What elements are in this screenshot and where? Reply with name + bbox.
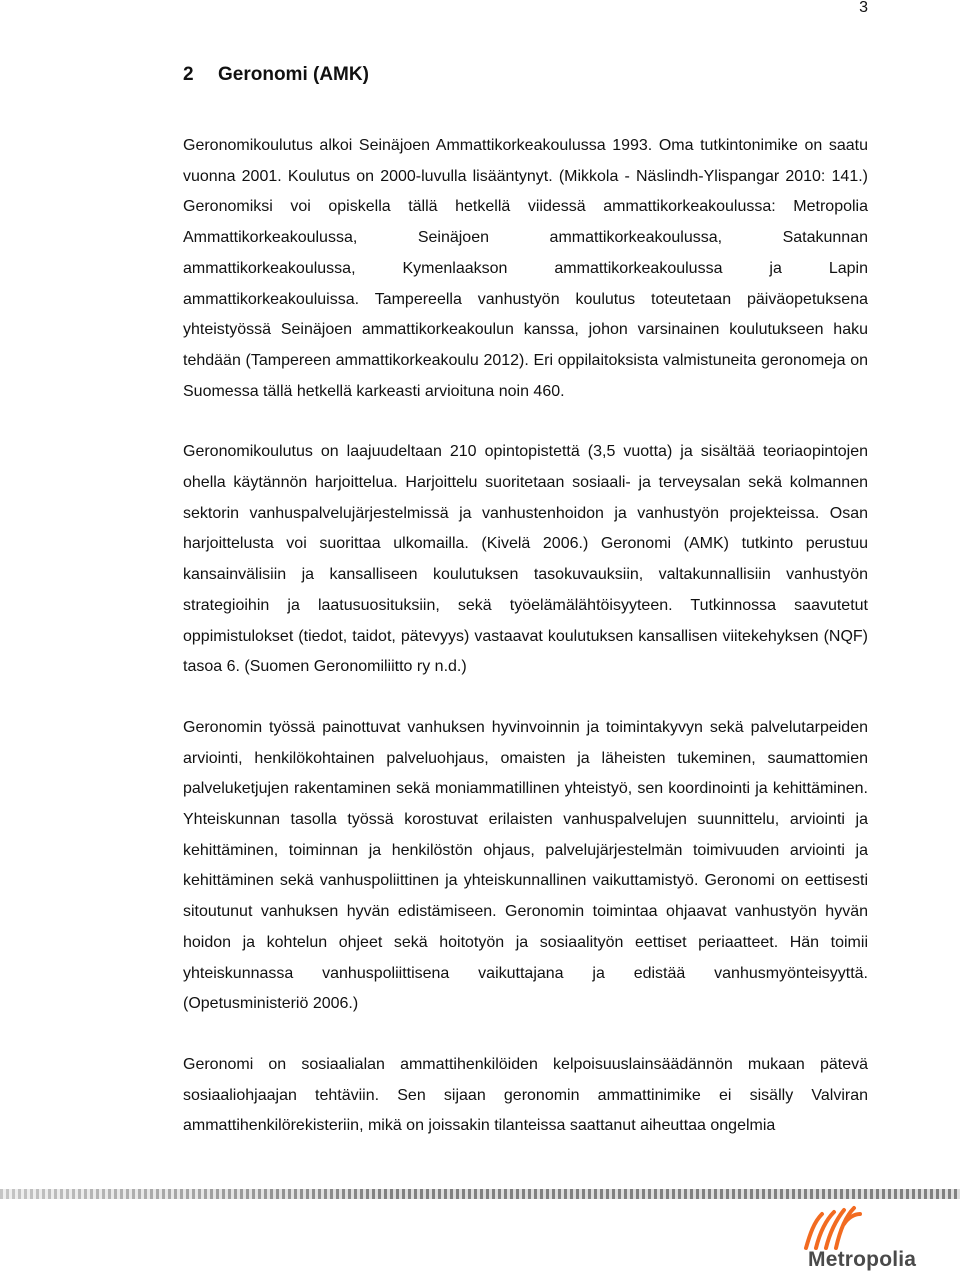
section-number: 2 bbox=[183, 64, 194, 85]
paragraph-4: Geronomi on sosiaalialan ammattihenkilöiden kelpoisuuslainsäädännön mukaan pätevä sosiaaliohjaajan tehtäviin. Sen sijaan geronomin ammattinimike ei sisälly Valviran ammattihenkilörekisteriin, mikä on joissakin tilanteissa saattanut aiheuttaa ongelmia bbox=[183, 1055, 868, 1135]
footer-divider bbox=[0, 1189, 960, 1199]
metropolia-logo bbox=[792, 1204, 922, 1274]
paragraph-1: Geronomikoulutus alkoi Seinäjoen Ammattikorkeakoulussa 1993. Oma tutkintonimike on saatu vuonna 2001. Koulutus on 2000-luvulla lisääntynyt. (Mikkola - Näslindh-Ylispangar 2010: 141.) Geronomiksi voi opiskella tällä hetkellä viidessä ammattikorkeakoulussa: Metropolia Ammattikorkeakoulussa, Seinäjoen ammattikorkeakoulussa, Satakunnan ammattikorkeakoulussa, Kymenlaakson ammattikorkeakoulussa ja Lapin ammattikorkeakouluissa. Tampereella vanhustyön koulutus toteutetaan päiväopetuksena yhteistyössä Seinäjoen ammattikorkeakoulun kanssa, johon varsinainen koulutukseen haku tehdään (Tampereen ammattikorkeakoulu 2012). Eri oppilaitoksista valmistuneita geronomeja on Suomessa tällä hetkellä karkeasti arvioituna noin 460. bbox=[183, 137, 868, 400]
section-heading bbox=[183, 63, 369, 87]
paragraph-3: Geronomin työssä painottuvat vanhuksen hyvinvoinnin ja toimintakyvyn sekä palvelutarpeiden arviointi, henkilökohtainen palveluohjaus, omaisten ja läheisten tukeminen, saumattomien palveluketjujen rakentaminen sekä moniammatillinen yhteistyö, sen koordinointi ja kehittäminen. Yhteiskunnan tasolla työssä korostuvat erilaisten vanhuspalvelujen suunnittelu, arviointi ja kehittäminen, toiminnan ja henkilöstön ohjaus, palvelujärjestelmän toimivuuden arviointi ja kehittäminen sekä vanhuspoliittinen ja yhteiskunnallinen vaikuttamistyö. Geronomi on eettisesti sitoutunut vanhuksen hyvän edistämiseen. Geronomin toimintaa ohjaavat vanhustyön hyvän hoidon ja kohtelun ohjeet sekä hoitotyön ja sosiaalityön eettiset periaatteet. Hän toimii yhteiskunnassa vanhuspoliittisena vaikuttajana ja edistää vanhusmyönteisyyttä. (Opetusministeriö 2006.) bbox=[183, 718, 868, 1013]
section-title: Geronomi (AMK) bbox=[218, 64, 369, 85]
metropolia-logo-text: Metropolia bbox=[808, 1248, 917, 1271]
paragraph-2: Geronomikoulutus on laajuudeltaan 210 opintopistettä (3,5 vuotta) ja sisältää teoriaopintojen ohella käytännön harjoittelua. Harjoittelu suoritetaan sosiaali- ja terveysalan sekä kolmannen sektorin vanhuspalvelujärjestelmissä ja vanhustenhoidon ja vanhustyön projekteissa. Osan harjoittelusta voi suorittaa ulkomailla. (Kivelä 2006.) Geronomi (AMK) tutkinto perustuu kansainvälisiin ja kansalliseen koulutuksen tasokuvauksiin, valtakunnallisiin vanhustyön strategioihin ja laatusuosituksiin, sekä työelämälähtöisyyteen. Tutkinnossa saavutetut oppimistulokset (tiedot, taidot, pätevyys) vastaavat koulutuksen kansallisen viitekehyksen (NQF) tasoa 6. (Suomen Geronomiliitto ry n.d.) bbox=[183, 443, 868, 676]
page-number: 3 bbox=[859, 0, 868, 16]
body-text bbox=[183, 131, 868, 1172]
metropolia-logo-icon bbox=[800, 1204, 870, 1250]
